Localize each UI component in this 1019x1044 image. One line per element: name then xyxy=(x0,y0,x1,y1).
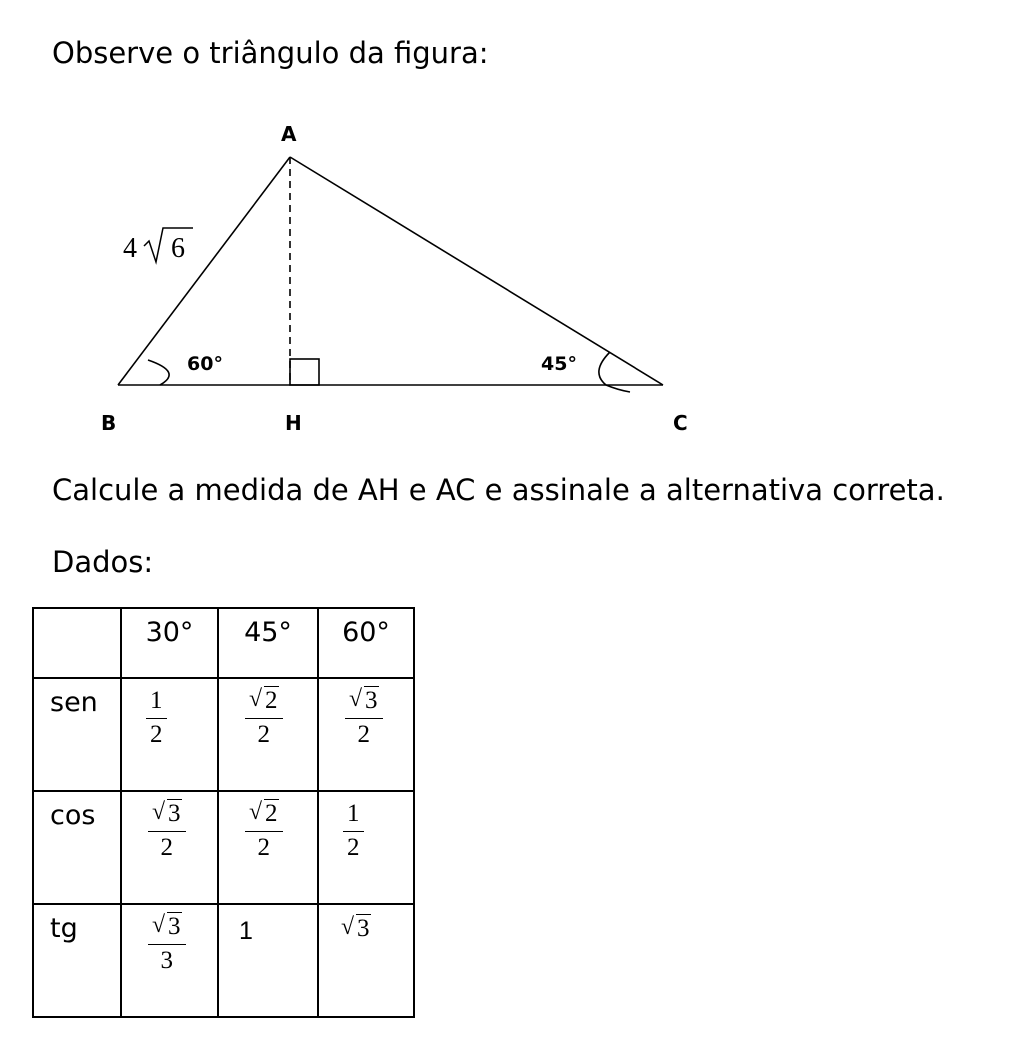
fraction: $\frac{1}{2}$ xyxy=(343,800,364,863)
fraction: √ $\frac{3}{3}$ xyxy=(148,913,186,976)
table-header-row xyxy=(33,608,414,678)
angle-b-arc xyxy=(148,360,169,385)
table-row-sen xyxy=(33,678,414,791)
header-45: 45° xyxy=(218,608,318,678)
vertex-b-label: B xyxy=(101,411,117,435)
fraction: √ $\frac{2}{2}$ xyxy=(245,687,283,750)
sqrt-icon: √ 3 xyxy=(341,915,371,942)
triangle-figure xyxy=(0,0,1019,470)
angle-c-arc xyxy=(599,352,630,392)
sqrt-icon: √ 3 xyxy=(349,687,379,714)
fraction: √ $\frac{3}{2}$ xyxy=(148,800,186,863)
fn-label: cos xyxy=(33,791,121,904)
value-cell xyxy=(218,791,318,904)
fraction: √ $\frac{2}{2}$ xyxy=(245,800,283,863)
header-60: 60° xyxy=(318,608,414,678)
value-cell xyxy=(318,791,414,904)
value-text: 1 xyxy=(239,917,253,945)
value-text xyxy=(341,915,371,943)
sqrt-icon xyxy=(144,228,193,262)
intro-text: Observe o triângulo da figura: xyxy=(52,36,489,70)
table-row-cos xyxy=(33,791,414,904)
fraction: $\frac{1}{2}$ xyxy=(146,687,167,750)
side-ac xyxy=(290,157,663,385)
side-ab-coefficient: 4 xyxy=(123,233,137,264)
angle-c-label: 45° xyxy=(541,353,577,375)
right-angle-mark xyxy=(290,359,319,385)
question-text: Calcule a medida de AH e AC e assinale a alternativa correta. xyxy=(52,473,945,507)
value-cell xyxy=(318,904,414,1017)
fn-label: sen xyxy=(33,678,121,791)
sqrt-icon: √ 2 xyxy=(249,800,279,827)
angle-b-label: 60° xyxy=(187,353,223,375)
sqrt-icon: √ 3 xyxy=(152,800,182,827)
sqrt-icon: √ 3 xyxy=(152,913,182,940)
value-cell xyxy=(121,791,218,904)
value-cell xyxy=(218,678,318,791)
vertex-c-label: C xyxy=(673,411,688,435)
value-cell xyxy=(121,678,218,791)
header-30: 30° xyxy=(121,608,218,678)
fraction: √ $\frac{3}{2}$ xyxy=(345,687,383,750)
vertex-h-label: H xyxy=(285,411,302,435)
corner-cell xyxy=(33,608,121,678)
trig-table xyxy=(32,607,415,1018)
fn-label: tg xyxy=(33,904,121,1017)
table-row-tg xyxy=(33,904,414,1017)
value-cell xyxy=(218,904,318,1017)
side-ab-radicand: 6 xyxy=(171,233,185,264)
value-cell xyxy=(121,904,218,1017)
side-ab xyxy=(118,157,290,385)
vertex-a-label: A xyxy=(281,122,297,146)
sqrt-icon: √ 2 xyxy=(249,687,279,714)
data-label: Dados: xyxy=(52,545,154,579)
value-cell xyxy=(318,678,414,791)
